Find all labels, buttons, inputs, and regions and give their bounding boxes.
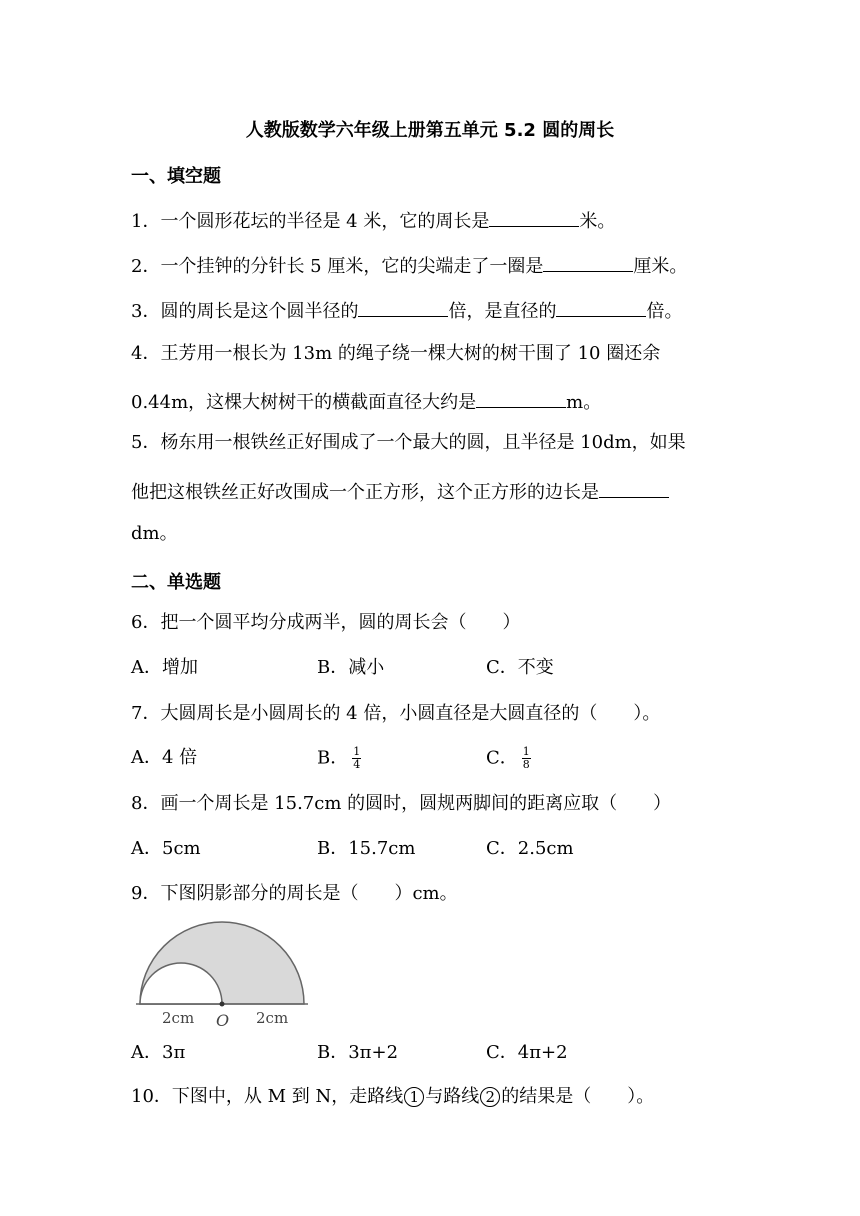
question-9: 9．下图阴影部分的周长是（ ）cm。 bbox=[131, 883, 458, 904]
q8-option-c: C．2.5cm bbox=[486, 838, 574, 859]
question-3 bbox=[131, 296, 682, 324]
q7-option-c bbox=[486, 746, 531, 771]
q9-option-a: A．3π bbox=[131, 1042, 186, 1063]
q10-text-c: 的结果是（ ）。 bbox=[501, 1086, 655, 1107]
q3-end: 倍。 bbox=[646, 301, 683, 322]
label-right-2cm: 2cm bbox=[256, 1009, 289, 1027]
route-1-marker: 1 bbox=[404, 1087, 424, 1107]
q7-option-c-label: C． bbox=[486, 747, 518, 769]
question-5-line-3: dm。 bbox=[131, 523, 178, 544]
q4-blank bbox=[476, 387, 566, 408]
question-4-line-2 bbox=[131, 387, 601, 415]
question-8: 8．画一个周长是 15.7cm 的圆时，圆规两脚间的距离应取（ ） bbox=[131, 793, 672, 814]
q6-option-a: A．增加 bbox=[131, 657, 198, 678]
q2-blank bbox=[543, 251, 633, 272]
q7-option-c-fraction: $\frac{1}{8}$ bbox=[522, 745, 530, 771]
semicircle-figure bbox=[130, 918, 320, 1030]
q6-option-c: C．不变 bbox=[486, 657, 554, 678]
q4-unit: m。 bbox=[566, 392, 602, 413]
question-2 bbox=[131, 251, 687, 279]
q1-text: 1．一个圆形花坛的半径是 4 米，它的周长是 bbox=[131, 211, 490, 232]
q7-option-a: A．4 倍 bbox=[131, 747, 198, 768]
label-o: O bbox=[216, 1011, 230, 1030]
q7-option-b-fraction: $\frac{1}{4}$ bbox=[353, 745, 361, 771]
q1-blank bbox=[489, 206, 579, 227]
q1-unit: 米。 bbox=[579, 211, 616, 232]
q7-option-b-label: B． bbox=[317, 747, 349, 769]
q7-option-b bbox=[317, 746, 361, 771]
q3-text: 3．圆的周长是这个圆半径的 bbox=[131, 301, 359, 322]
q8-option-b: B．15.7cm bbox=[317, 838, 416, 859]
q10-text-a: 10．下图中，从 M 到 N，走路线 bbox=[131, 1086, 404, 1107]
q3-blank-2 bbox=[556, 296, 646, 317]
q4-text: 0.44m，这棵大树树干的横截面直径大约是 bbox=[131, 392, 477, 413]
center-point bbox=[220, 1002, 225, 1007]
question-6: 6．把一个圆平均分成两半，圆的周长会（ ） bbox=[131, 612, 521, 633]
label-left-2cm: 2cm bbox=[162, 1009, 195, 1027]
question-10 bbox=[131, 1085, 654, 1109]
q2-text: 2．一个挂钟的分针长 5 厘米，它的尖端走了一圈是 bbox=[131, 256, 544, 277]
section-single-choice: 二、单选题 bbox=[131, 572, 221, 593]
question-1 bbox=[131, 206, 615, 234]
q9-option-c: C．4π+2 bbox=[486, 1042, 568, 1063]
q3-mid: 倍，是直径的 bbox=[448, 301, 557, 322]
question-5-line-2 bbox=[131, 477, 669, 505]
question-7: 7．大圆周长是小圆周长的 4 倍，小圆直径是大圆直径的（ ）。 bbox=[131, 703, 661, 724]
q5-text: 他把这根铁丝正好改围成一个正方形，这个正方形的边长是 bbox=[131, 482, 599, 503]
q2-unit: 厘米。 bbox=[633, 256, 688, 277]
q5-blank bbox=[599, 477, 669, 498]
page-title: 人教版数学六年级上册第五单元 5.2 圆的周长 bbox=[245, 120, 615, 141]
q8-option-a: A．5cm bbox=[131, 838, 201, 859]
route-2-marker: 2 bbox=[480, 1087, 500, 1107]
question-4-line-1: 4．王芳用一根长为 13m 的绳子绕一棵大树的树干围了 10 圈还余 bbox=[131, 343, 661, 364]
q10-text-b: 与路线 bbox=[425, 1086, 480, 1107]
section-fill-in: 一、填空题 bbox=[131, 166, 221, 187]
q9-option-b: B．3π+2 bbox=[317, 1042, 399, 1063]
question-5-line-1: 5．杨东用一根铁丝正好围成了一个最大的圆，且半径是 10dm，如果 bbox=[131, 432, 686, 453]
q6-option-b: B．减小 bbox=[317, 657, 385, 678]
q3-blank-1 bbox=[358, 296, 448, 317]
